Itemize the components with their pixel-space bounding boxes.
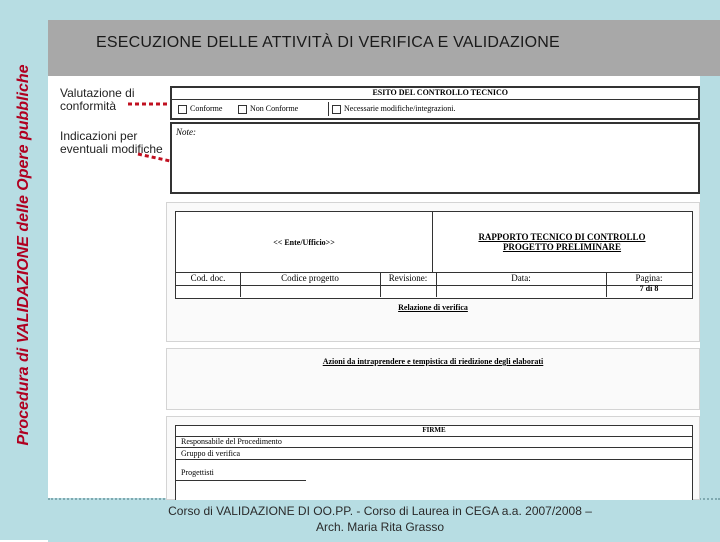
- rapporto-title-line1: RAPPORTO TECNICO DI CONTROLLO: [478, 232, 646, 242]
- footer: [160, 503, 600, 535]
- col-revisione: Revisione:: [380, 273, 437, 297]
- col-data: Data:: [436, 273, 607, 297]
- firme-row-responsabile: [176, 437, 692, 448]
- azioni-label: Azioni da intraprendere e tempistica di riedizione degli elaborati: [322, 357, 544, 366]
- option-non-conforme-label: Non Conforme: [250, 104, 299, 113]
- rapporto-title-line2: PROGETTO PRELIMINARE: [502, 242, 622, 252]
- firme-row-progettisti: [176, 468, 692, 479]
- esito-options: [172, 102, 698, 116]
- option-conforme[interactable]: [178, 104, 222, 114]
- firme-row-label: Responsabile del Procedimento: [181, 437, 282, 446]
- option-modifiche[interactable]: [332, 104, 456, 114]
- firme-table: [175, 425, 693, 500]
- footer-line2: Arch. Maria Rita Grasso: [315, 520, 445, 534]
- footer-line1: Corso di VALIDAZIONE DI OO.PP. - Corso di Laurea in CEGA a.a. 2007/2008 –: [168, 504, 592, 518]
- firme-panel: [166, 416, 700, 500]
- firme-row-label: Gruppo di verifica: [181, 449, 241, 458]
- note-label: Note:: [176, 127, 196, 137]
- azioni-panel: [166, 348, 700, 410]
- rapporto-ente: << Ente/Ufficio>>: [273, 238, 335, 247]
- col-pagina: Pagina:: [635, 273, 663, 283]
- firme-row-label: Progettisti: [181, 468, 214, 477]
- esito-box: [170, 86, 700, 120]
- col-codice-progetto: Codice progetto: [240, 273, 381, 297]
- label-valutazione: Valutazione di conformità: [60, 86, 135, 113]
- esito-divider: [328, 102, 329, 116]
- checkbox-icon[interactable]: [178, 105, 187, 114]
- option-non-conforme[interactable]: [238, 104, 298, 114]
- page-title: ESECUZIONE DELLE ATTIVITÀ DI VERIFICA E VALIDAZIONE: [96, 34, 560, 51]
- firme-line: [176, 480, 306, 481]
- checkbox-icon[interactable]: [332, 105, 341, 114]
- esito-heading: ESITO DEL CONTROLLO TECNICO: [172, 88, 698, 100]
- pagina-value: 7 di 8: [639, 284, 659, 293]
- rapporto-title: [432, 232, 692, 252]
- rapporto-table: [175, 211, 693, 299]
- side-title-text: Procedura di VALIDAZIONE delle Opere pubbliche: [15, 64, 32, 446]
- option-conforme-label: Conforme: [190, 104, 223, 113]
- note-box[interactable]: [170, 122, 700, 194]
- checkbox-icon[interactable]: [238, 105, 247, 114]
- firme-row-gruppo: [176, 449, 692, 460]
- option-modifiche-label: Necessarie modifiche/integrazioni.: [344, 104, 456, 113]
- firme-heading: FIRME: [176, 426, 692, 437]
- col-cod-doc: Cod. doc.: [176, 273, 241, 297]
- label-indicazioni: Indicazioni per eventuali modifiche: [60, 129, 163, 156]
- rapporto-panel: [166, 202, 700, 342]
- relazione-label: Relazione di verifica: [398, 303, 468, 312]
